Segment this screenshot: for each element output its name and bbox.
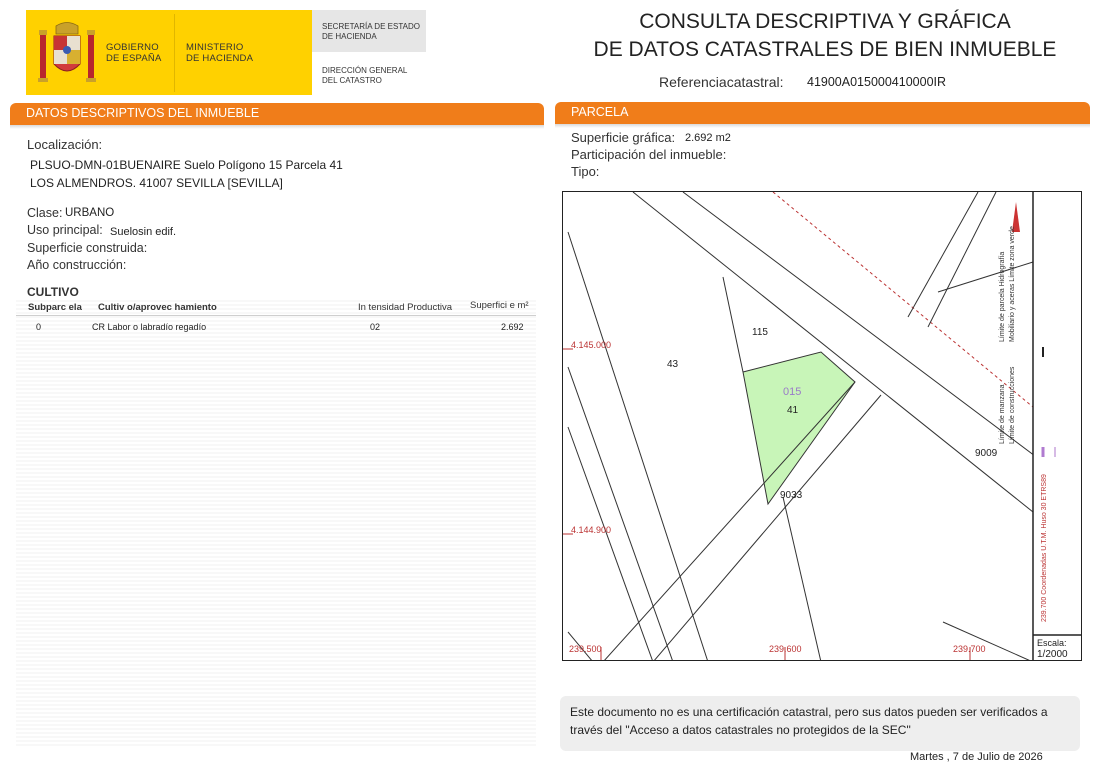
- legend-utm: 239.700 Coordenadas U.T.M. Huso 30 ETRS89: [1041, 474, 1048, 622]
- escala-label: Escala:: [1037, 638, 1067, 648]
- superficie-construida-label: Superficie construida:: [27, 241, 148, 255]
- section-datos-descriptivos: [10, 103, 544, 125]
- anio-construccion-label: Año construcción:: [27, 258, 127, 272]
- cell-intensidad: 02: [370, 322, 381, 332]
- parcel-label-9009: 9009: [975, 448, 998, 459]
- legend-construcciones: Límite de construcciones: [1009, 366, 1016, 444]
- secretaria-block: [312, 10, 426, 52]
- logo-divider: [174, 14, 175, 92]
- section-title-right: PARCELA: [571, 105, 629, 119]
- parcel-label-43: 43: [667, 359, 679, 370]
- localizacion-line2: LOS ALMENDROS. 41007 SEVILLA [SEVILLA]: [30, 176, 283, 190]
- cadastral-map[interactable]: [562, 191, 1082, 661]
- superficie-grafica-label: Superficie gráfica:: [571, 130, 676, 145]
- coord-y-4144900: 4.144.900: [571, 525, 612, 535]
- secretaria-text: SECRETARÍA DE ESTADO DE HACIENDA: [322, 22, 420, 41]
- col-intensidad: In tensidad Productiva: [358, 302, 453, 313]
- cell-subparcela: 0: [36, 322, 42, 332]
- parcel-label-9033: 9033: [780, 490, 803, 501]
- col-subparcela: Subparc ela: [28, 302, 82, 313]
- coord-x-239700: 239.700: [953, 644, 986, 654]
- cell-superficie: 2.692: [501, 322, 524, 332]
- ref-value: 41900A015000410000IR: [807, 75, 947, 89]
- cell-cultivo: CR Labor o labradío regadío: [92, 322, 207, 332]
- coord-x-239600: 239.600: [769, 644, 802, 654]
- coat-of-arms-icon: [36, 20, 98, 88]
- table-header-divider: [16, 315, 536, 316]
- localizacion-label: Localización:: [27, 137, 103, 152]
- section-parcela: [555, 102, 1090, 124]
- tipo-label: Tipo:: [571, 164, 600, 179]
- localizacion-line1: PLSUO-DMN-01BUENAIRE Suelo Polígono 15 Parcela 41: [30, 158, 343, 172]
- ministerio-text: MINISTERIO DE HACIENDA: [186, 42, 254, 64]
- document-title: CONSULTA DESCRIPTIVA Y GRÁFICA DE DATOS CATASTRALES DE BIEN INMUEBLE: [593, 10, 1057, 61]
- clase-value: URBANO: [65, 207, 115, 219]
- uso-value: Suelosin edif.: [110, 226, 177, 238]
- parcel-41-shape[interactable]: [743, 352, 855, 504]
- legend-hidrografia: Límite de parcela Hidrografía: [999, 251, 1006, 342]
- document-date: Martes , 7 de Julio de 2026: [910, 751, 1043, 763]
- cultivo-title: CULTIVO: [27, 285, 79, 299]
- legend-mobiliario: Mobiliario y aceras Límite zona verde: [1009, 226, 1016, 342]
- gobierno-logo: [26, 10, 312, 95]
- superficie-grafica-value: 2.692 m2: [685, 132, 731, 144]
- cultivo-table: [16, 300, 536, 746]
- coord-x-239500: 239.500: [569, 644, 602, 654]
- uso-label: Uso principal:: [27, 223, 103, 237]
- participacion-label: Participación del inmueble:: [571, 147, 727, 162]
- table-row: [16, 318, 536, 334]
- col-cultivo: Cultiv o/aprovec hamiento: [98, 302, 217, 313]
- parcel-code-015: 015: [783, 386, 802, 398]
- col-superficie: Superfici e m²: [470, 300, 529, 311]
- escala-value: 1/2000: [1037, 649, 1068, 660]
- legend-manzana: Límite de manzana: [999, 384, 1006, 444]
- clase-label: Clase:: [27, 206, 63, 220]
- section-title-left: DATOS DESCRIPTIVOS DEL INMUEBLE: [26, 106, 260, 120]
- direccion-text: DIRECCIÓN GENERAL DEL CATASTRO: [322, 66, 408, 85]
- coord-y-4145000: 4.145.000: [571, 340, 612, 350]
- notice-text: Este documento no es una certificación catastral, pero sus datos pueden ser verificados a través del "Acceso a datos catastrales no protegidos de la SEC": [570, 705, 1048, 737]
- parcel-label-115: 115: [752, 327, 768, 338]
- gobierno-text: GOBIERNO DE ESPAÑA: [106, 42, 162, 64]
- disclaimer-notice: [560, 696, 1080, 751]
- parcel-label-41: 41: [787, 405, 799, 416]
- ref-label: Referenciacatastral:: [659, 74, 784, 90]
